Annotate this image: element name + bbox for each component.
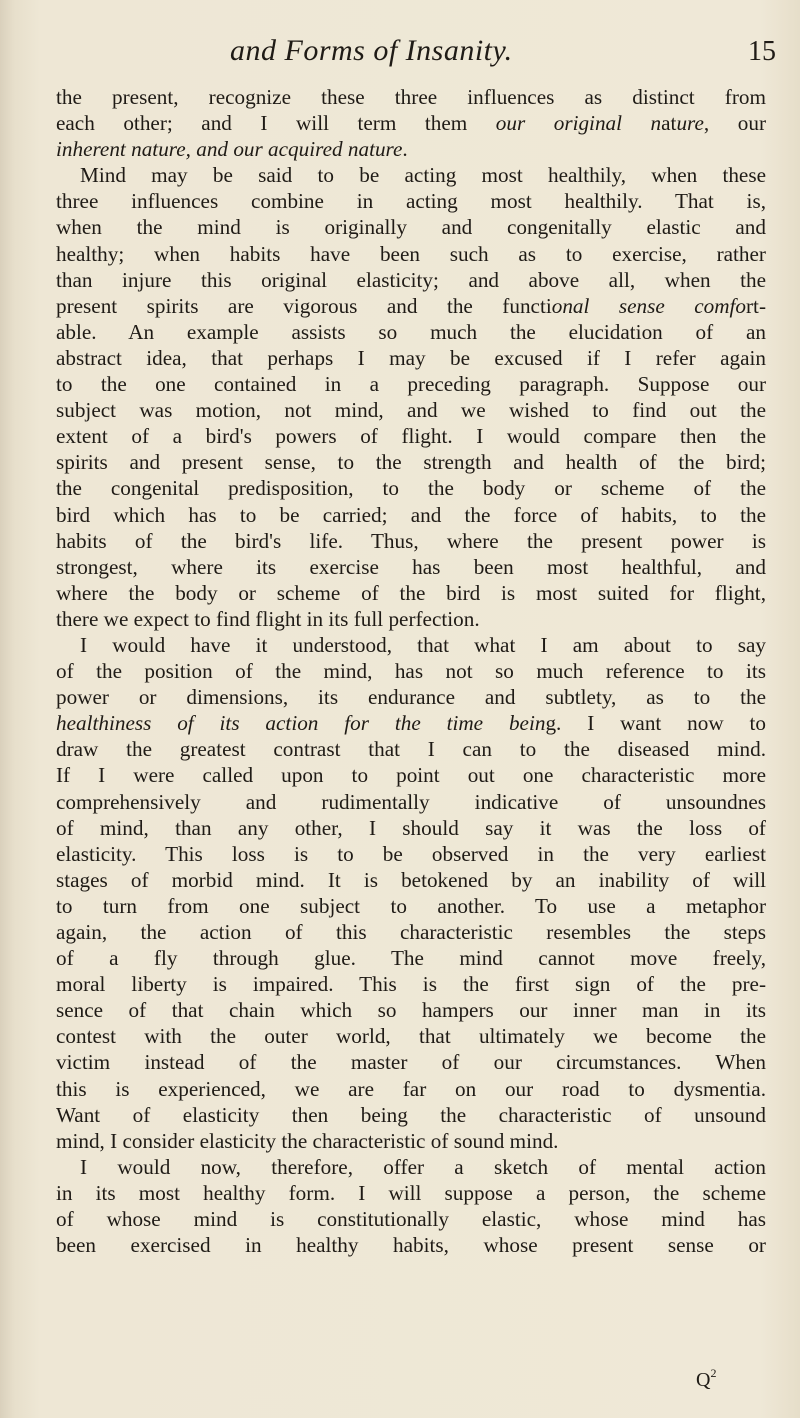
text-line: again, the action of this characteristic resembles the steps (56, 920, 766, 944)
text-line: mind, I consider elasticity the characteristic of sound mind. (56, 1128, 559, 1153)
text-line: I would now, therefore, offer a sketch of mental action (80, 1154, 766, 1179)
text-line: each other; and I will term them our original nature, our (56, 111, 766, 136)
text-line: the present, recognize these three influences as distinct from (56, 85, 766, 109)
text-line: contest with the outer world, that ultimately we become the (56, 1024, 766, 1049)
text-line: than injure this original elasticity; and above all, when the (56, 267, 766, 292)
text-line: inherent nature, and our acquired nature. (56, 137, 408, 162)
text-line: Mind may be said to be acting most healthily, when these (80, 163, 766, 188)
text-line: of a fly through glue. The mind cannot move freely, (56, 946, 766, 971)
text-line: there we expect to find flight in its full perfection. (56, 606, 480, 631)
text-line: abstract idea, that perhaps I may be excused if I refer again (56, 345, 766, 370)
text-line: victim instead of the master of our circumstances. When (56, 1050, 766, 1075)
text-line: able. An example assists so much the elucidation of an (56, 319, 766, 344)
text-line: comprehensively and rudimentally indicative of unsoundnes (56, 789, 766, 814)
text-line: in its most healthy form. I will suppose a person, the scheme (56, 1180, 766, 1205)
page-number: 15 (748, 36, 776, 67)
italic-run: inherent nature, and our acquired nature (56, 137, 403, 162)
text-line: of whose mind is constitutionally elastic, whose mind has (56, 1207, 766, 1232)
text-line: bird which has to be carried; and the force of habits, to the (56, 502, 766, 527)
text-line: habits of the bird's life. Thus, where the present power is (56, 528, 766, 553)
italic-run: ure (676, 111, 704, 136)
text-line: been exercised in healthy habits, whose present sense or (56, 1233, 766, 1258)
text-line: where the body or scheme of the bird is most suited for flight, (56, 580, 766, 605)
text-line: stages of morbid mind. It is betokened by an inability of will (56, 867, 766, 892)
text-line: power or dimensions, its endurance and subtlety, as to the (56, 685, 766, 710)
text-line: this is experienced, we are far on our road to dysmentia. (56, 1076, 766, 1101)
text-line: Want of elasticity then being the characteristic of unsound (56, 1102, 766, 1127)
running-head (0, 30, 800, 70)
italic-run: onal sense comfo (551, 293, 746, 318)
text-line: of mind, than any other, I should say it was the loss of (56, 815, 766, 840)
text-line: extent of a bird's powers of flight. I would compare then the (56, 424, 766, 449)
signature-number: 2 (710, 1366, 717, 1380)
text-line: healthy; when habits have been such as to exercise, rather (56, 241, 766, 266)
text-line: present spirits are vigorous and the functional sense comfort- (56, 293, 766, 318)
text-line: to turn from one subject to another. To use a metaphor (56, 893, 766, 918)
text-line: healthiness of its action for the time being. I want now to (56, 711, 767, 736)
text-line: subject was motion, not mind, and we wished to find out the (56, 398, 766, 423)
text-line: moral liberty is impaired. This is the first sign of the pre- (56, 972, 766, 997)
running-title: and Forms of Insanity. (230, 34, 513, 67)
text-line: If I were called upon to point out one characteristic more (56, 763, 766, 788)
text-line: draw the greatest contrast that I can to the diseased mind. (56, 737, 766, 762)
text-line: when the mind is originally and congenitally elastic and (56, 215, 766, 240)
text-line: to the one contained in a preceding paragraph. Suppose our (56, 372, 766, 397)
printer-signature-mark (696, 1366, 716, 1392)
text-line: elasticity. This loss is to be observed in the very earliest (56, 841, 766, 866)
text-line: sence of that chain which so hampers our inner man in its (56, 998, 766, 1023)
text-line: spirits and present sense, to the strength and health of the bird; (56, 450, 766, 475)
signature-letter: Q (696, 1369, 711, 1391)
text-line: strongest, where its exercise has been most healthful, and (56, 554, 766, 579)
text-line: of the position of the mind, has not so much reference to its (56, 659, 766, 684)
text-line: I would have it understood, that what I am about to say (80, 632, 766, 657)
italic-run: our original n (467, 111, 662, 136)
italic-run: healthiness of its action for the time bein (56, 711, 546, 736)
text-line: three influences combine in acting most healthily. That is, (56, 189, 766, 214)
body-text (56, 84, 766, 1258)
text-line: the congenital predisposition, to the body or scheme of the (56, 476, 766, 501)
